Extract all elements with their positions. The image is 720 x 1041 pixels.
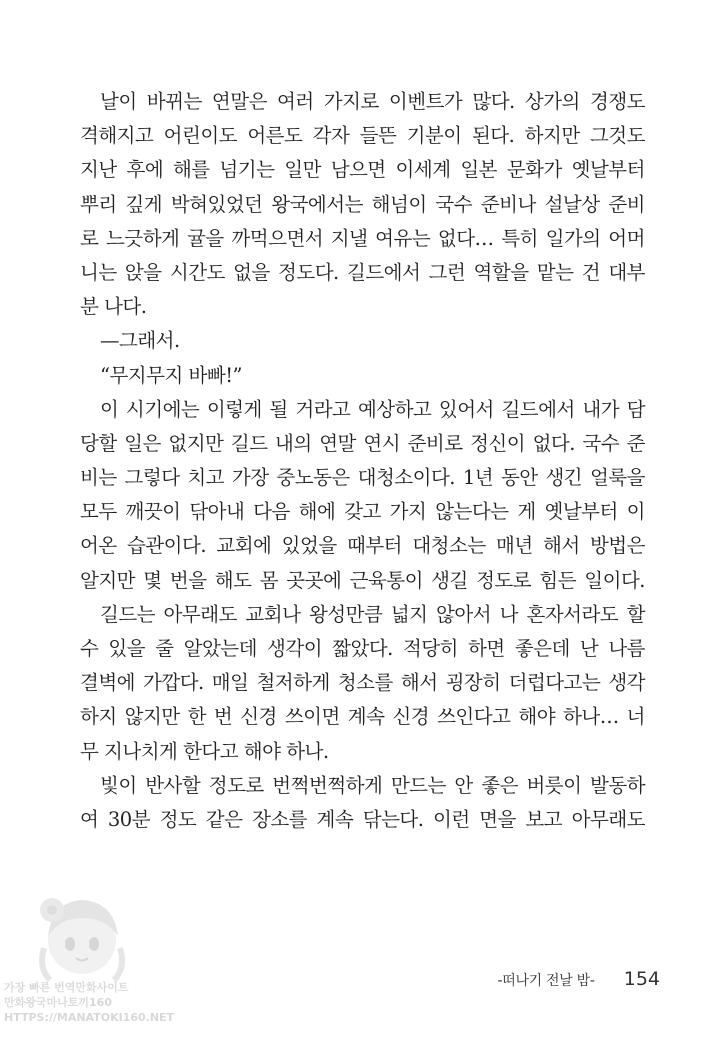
text-line: 뿌리 깊게 박혀있었던 왕국에서는 해넘이 국수 준비나 설날상 준비 [80, 192, 645, 216]
text-line: 무 지나치게 한다고 해야 하나. [80, 739, 329, 763]
watermark-line: 만화왕국마나토끼160 [4, 996, 112, 1009]
mascot-icon [22, 888, 142, 988]
text-line: —그래서. [100, 329, 180, 353]
text-line: 날이 바뀌는 연말은 여러 가지로 이벤트가 많다. 상가의 경쟁도 [100, 90, 645, 113]
text-line: “무지무지 바빠!” [100, 363, 242, 387]
text-line: 하지 않지만 한 번 신경 쓰이면 계속 신경 쓰인다고 해야 하나… 너 [80, 705, 645, 729]
page-number: 154 [623, 968, 660, 990]
text-line: 결벽에 가깝다. 매일 철저하게 청소를 해서 굉장히 더럽다고는 생각 [80, 671, 645, 695]
text-body [80, 85, 645, 837]
text-line: 분 나다. [80, 295, 147, 319]
text-line: 비는 그렇다 치고 가장 중노동은 대청소이다. 1년 동안 생긴 얼룩을 [80, 466, 645, 490]
site-watermark [0, 888, 175, 1038]
text-line: 모두 깨끗이 닦아내 다음 해에 갖고 가지 않는다는 게 옛날부터 이 [80, 500, 645, 524]
page-footer [497, 968, 660, 990]
text-line: 이 시기에는 이렇게 될 거라고 예상하고 있어서 길드에서 내가 담 [100, 397, 645, 421]
text-line: 당할 일은 없지만 길드 내의 연말 연시 준비로 정신이 없다. 국수 준 [80, 431, 645, 455]
text-line: 어온 습관이다. 교회에 있었을 때부터 대청소는 매년 해서 방법은 [80, 534, 645, 558]
text-line: 길드는 아무래도 교회나 왕성만큼 넓지 않아서 나 혼자서라도 할 [100, 602, 645, 626]
text-line: 수 있을 줄 알았는데 생각이 짧았다. 적당히 하면 좋은데 난 나름 [80, 637, 645, 660]
watermark-line: 가장 빠른 번역만화사이트 [4, 981, 129, 994]
text-line: 로 느긋하게 귤을 까먹으면서 지낼 여유는 없다… 특히 일가의 어머 [80, 226, 645, 250]
text-line: 격해지고 어린이도 어른도 각자 들뜬 기분이 된다. 하지만 그것도 [80, 124, 645, 148]
chapter-title: -떠나기 전날 밤- [497, 973, 595, 989]
text-line: 여 30분 정도 같은 장소를 계속 닦는다. 이런 면을 보고 아무래도 [80, 807, 645, 831]
watermark-line: HTTPS://MANATOKI160.NET [4, 1011, 175, 1024]
text-line: 지난 후에 해를 넘기는 일만 남으면 이세계 일본 문화가 옛날부터 [80, 158, 645, 182]
text-line: 빛이 반사할 정도로 번쩍번쩍하게 만드는 안 좋은 버릇이 발동하 [100, 773, 645, 797]
text-line: 니는 앉을 시간도 없을 정도다. 길드에서 그런 역할을 맡는 건 대부 [80, 260, 645, 284]
text-line: 알지만 몇 번을 해도 몸 곳곳에 근육통이 생길 정도로 힘든 일이다. [80, 568, 645, 592]
